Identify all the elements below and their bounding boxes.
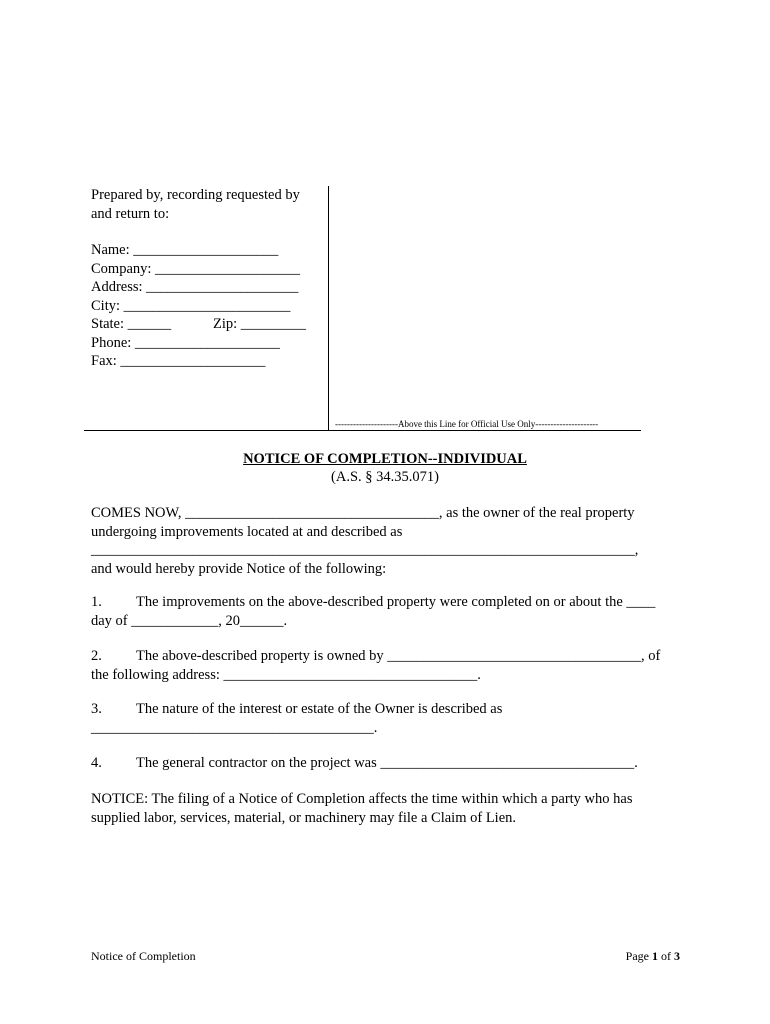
- intro-line[interactable]: COMES NOW, ___________________________________, as the owner of the real property: [91, 505, 635, 521]
- item-number: 3.: [91, 701, 102, 717]
- item-number: 2.: [91, 648, 102, 664]
- name-field[interactable]: Name: ____________________: [91, 242, 279, 258]
- intro-line[interactable]: ___________________________________________________________________________,: [91, 542, 639, 558]
- notice-paragraph: [91, 790, 681, 827]
- item-1: [91, 593, 681, 630]
- notice-line: NOTICE: The filing of a Notice of Completion affects the time within which a party who has: [91, 791, 633, 807]
- header-vertical-divider: [328, 186, 329, 430]
- item-2: [91, 647, 681, 684]
- item-3: [91, 700, 681, 737]
- state-field[interactable]: State: ______: [91, 316, 172, 332]
- item-number: 4.: [91, 755, 102, 771]
- item-text[interactable]: The general contractor on the project was ___________________________________.: [136, 755, 638, 771]
- item-text[interactable]: The above-described property is owned by ___________________________________, of: [136, 648, 661, 664]
- page-number: 1: [652, 949, 658, 963]
- page-label: Page: [625, 949, 649, 963]
- prepared-by-label: Prepared by, recording requested by: [91, 187, 300, 203]
- company-field[interactable]: Company: ____________________: [91, 261, 301, 277]
- item-text-cont[interactable]: the following address: ___________________________________.: [91, 666, 481, 683]
- item-text[interactable]: The improvements on the above-described property were completed on or about the ____: [136, 594, 656, 610]
- zip-field[interactable]: Zip: _________: [213, 316, 307, 332]
- item-number: 1.: [91, 594, 102, 610]
- intro-paragraph: [91, 504, 681, 578]
- statute-reference: (A.S. § 34.35.071): [331, 469, 439, 485]
- address-field[interactable]: Address: _____________________: [91, 279, 299, 295]
- city-field[interactable]: City: _______________________: [91, 298, 291, 314]
- item-4: [91, 754, 681, 773]
- footer-title: Notice of Completion: [91, 949, 196, 963]
- official-use-divider: [84, 430, 641, 431]
- of-label: of: [661, 949, 671, 963]
- item-text-cont[interactable]: _______________________________________.: [91, 719, 378, 736]
- official-use-line-label: ---------------------Above this Line for Official Use Only---------------------: [335, 419, 599, 429]
- item-text: The nature of the interest or estate of the Owner is described as: [136, 701, 503, 717]
- page-total: 3: [674, 949, 680, 963]
- document-title: NOTICE OF COMPLETION--INDIVIDUAL: [243, 451, 527, 467]
- return-to-label: and return to:: [91, 206, 170, 222]
- notice-line: supplied labor, services, material, or machinery may file a Claim of Lien.: [91, 809, 517, 826]
- page-indicator: [626, 949, 680, 964]
- fax-field[interactable]: Fax: ____________________: [91, 353, 266, 369]
- item-text-cont[interactable]: day of ____________, 20______.: [91, 612, 288, 629]
- intro-line: undergoing improvements located at and described as: [91, 523, 403, 540]
- phone-field[interactable]: Phone: ____________________: [91, 335, 280, 351]
- intro-line: and would hereby provide Notice of the following:: [91, 560, 387, 577]
